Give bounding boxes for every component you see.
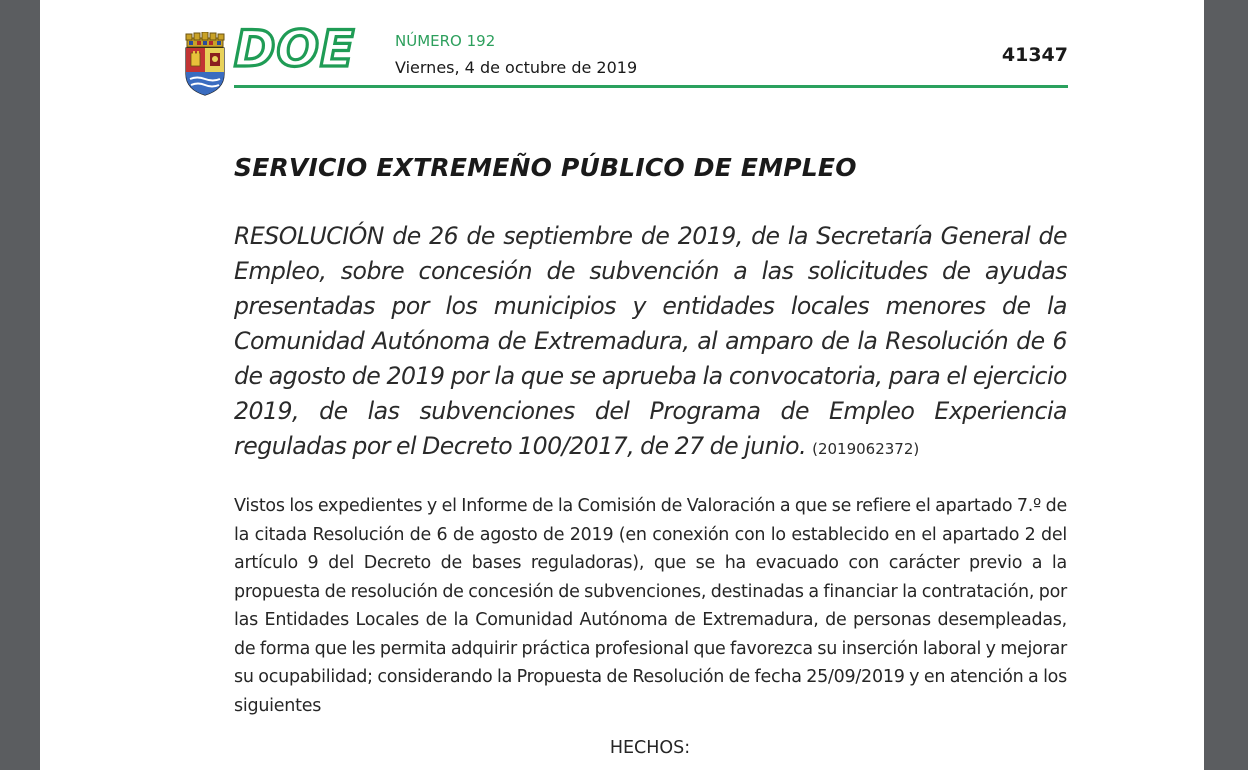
document-page — [40, 0, 1204, 770]
coat-of-arms-icon — [183, 32, 227, 96]
header-divider — [234, 85, 1068, 88]
resolution-code: (2019062372) — [812, 440, 920, 458]
doe-header — [183, 20, 1068, 90]
resolution-heading — [234, 219, 1067, 467]
issue-date: Viernes, 4 de octubre de 2019 — [395, 58, 638, 77]
hechos-heading: HECHOS: — [609, 738, 691, 758]
doe-logo: DOE — [234, 20, 356, 78]
issue-number: NÚMERO 192 — [395, 32, 496, 50]
resolution-text: RESOLUCIÓN de 26 de septiembre de 2019, de la Secretaría General de Empleo, sobre concesión de subvención a las solicitudes de ayudas presentadas por los municipios y entidades locales menores de la Comunidad Autónoma de Extremadura, al amparo de la Resolución de 6 de agosto de 2019 por la que se aprueba la convocatoria, para el ejercicio 2019, de las subvenciones del Programa de Empleo Experiencia reguladas por el Decreto 100/2017, de 27 de junio. — [234, 222, 1067, 460]
body-paragraph: Vistos los expedientes y el Informe de la Comisión de Valoración a que se refiere el apartado 7.º de la citada Resolución de 6 de agosto de 2019 (en conexión con lo establecido en el apartado 2 del artículo 9 del Decreto de bases reguladoras), que se ha evacuado con carácter previo a la propuesta de resolución de concesión de subvenciones, destinadas a financiar la contratación, por las Entidades Locales de la Comunidad Autónoma de Extremadura, de personas desempleadas, de forma que les permita adquirir práctica profesional que favorezca su inserción laboral y mejorar su ocupabilidad; considerando la Propuesta de Resolución de fecha 25/09/2019 y en atención a los siguientes — [234, 496, 1067, 716]
page-number: 41347 — [1001, 44, 1068, 66]
section-title: SERVICIO EXTREMEÑO PÚBLICO DE EMPLEO — [234, 153, 857, 182]
